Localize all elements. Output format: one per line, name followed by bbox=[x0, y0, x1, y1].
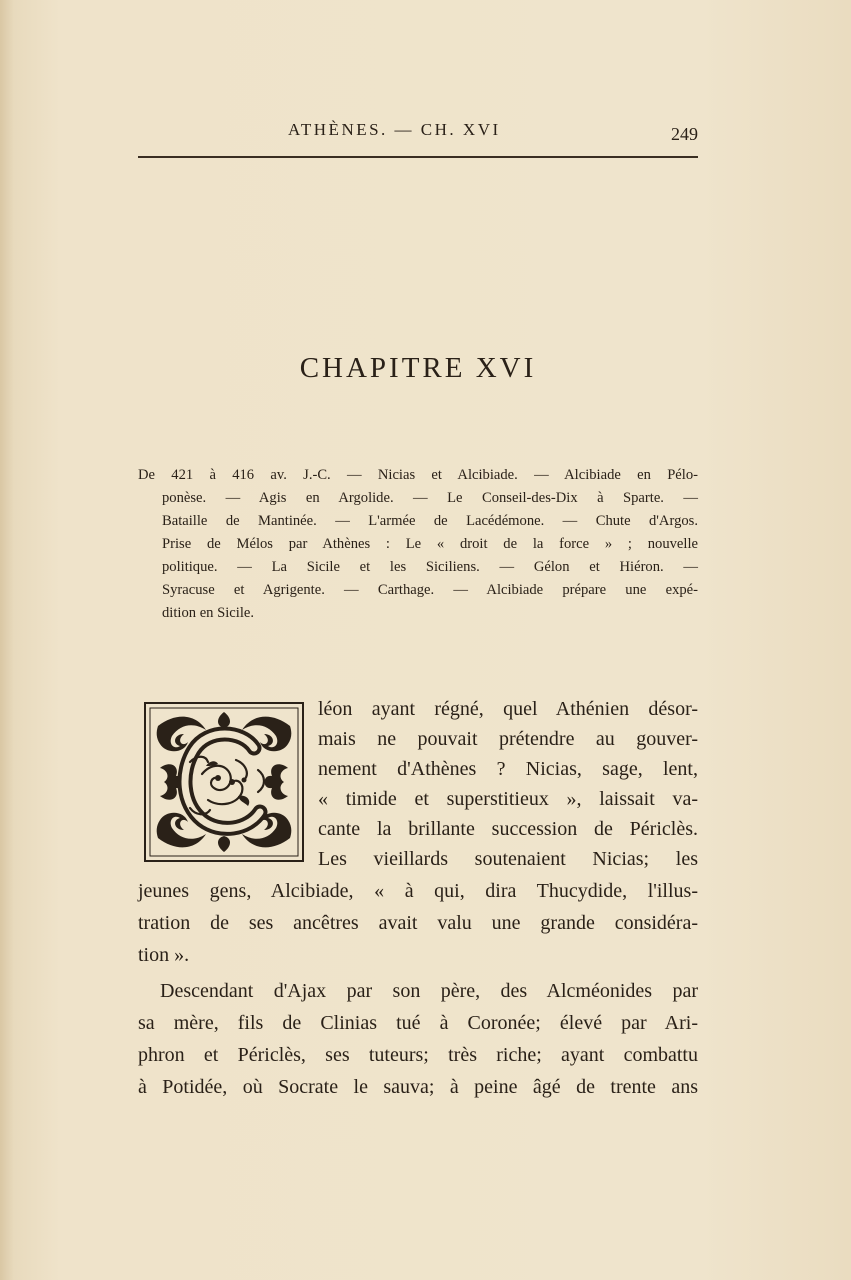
summary-line: politique. — La Sicile et les Siciliens. — Gélon et Hiéron. — bbox=[162, 559, 698, 575]
chapter-title: CHAPITRE XVI bbox=[299, 352, 537, 384]
text-line: phron et Périclès, ses tuteurs; très riche; ayant combattu bbox=[138, 1044, 698, 1066]
summary-line: Bataille de Mantinée. — L'armée de Lacédémone. — Chute d'Argos. bbox=[162, 513, 698, 529]
running-head bbox=[138, 118, 698, 148]
summary-line: dition en Sicile. bbox=[162, 605, 255, 621]
text-line: nement d'Athènes ? Nicias, sage, lent, bbox=[318, 758, 698, 780]
text-line: « timide et superstitieux », laissait va- bbox=[318, 788, 698, 810]
summary-line: ponèse. — Agis en Argolide. — Le Conseil-des-Dix à Sparte. — bbox=[162, 490, 698, 506]
text-line: léon ayant régné, quel Athénien désor- bbox=[318, 698, 698, 720]
text-line: à Potidée, où Socrate le sauva; à peine âgé de trente ans bbox=[138, 1076, 698, 1098]
header-rule bbox=[138, 156, 698, 158]
summary-line: De 421 à 416 av. J.-C. — Nicias et Alcibiade. — Alcibiade en Pélo- bbox=[138, 467, 698, 483]
text-line: tration de ses ancêtres avait valu une grande considéra- bbox=[138, 912, 698, 934]
text-line: tion ». bbox=[138, 944, 190, 966]
summary-line: Syracuse et Agrigente. — Carthage. — Alcibiade prépare une expé- bbox=[162, 582, 698, 598]
page-number: 249 bbox=[671, 124, 698, 144]
text-line: sa mère, fils de Clinias tué à Coronée; élevé par Ari- bbox=[138, 1012, 698, 1034]
running-title: ATHÈNES. — CH. XVI bbox=[288, 120, 501, 139]
summary-line: Prise de Mélos par Athènes : Le « droit de la force » ; nouvelle bbox=[162, 536, 698, 552]
text-line: Les vieillards soutenaient Nicias; les bbox=[318, 848, 698, 870]
text-line: Descendant d'Ajax par son père, des Alcméonides par bbox=[160, 980, 698, 1002]
chapter-summary bbox=[138, 464, 698, 625]
text-line: cante la brillante succession de Périclès. bbox=[318, 818, 698, 840]
text-line: jeunes gens, Alcibiade, « à qui, dira Thucydide, l'illus- bbox=[138, 880, 698, 902]
text-line: mais ne pouvait prétendre au gouver- bbox=[318, 728, 698, 750]
